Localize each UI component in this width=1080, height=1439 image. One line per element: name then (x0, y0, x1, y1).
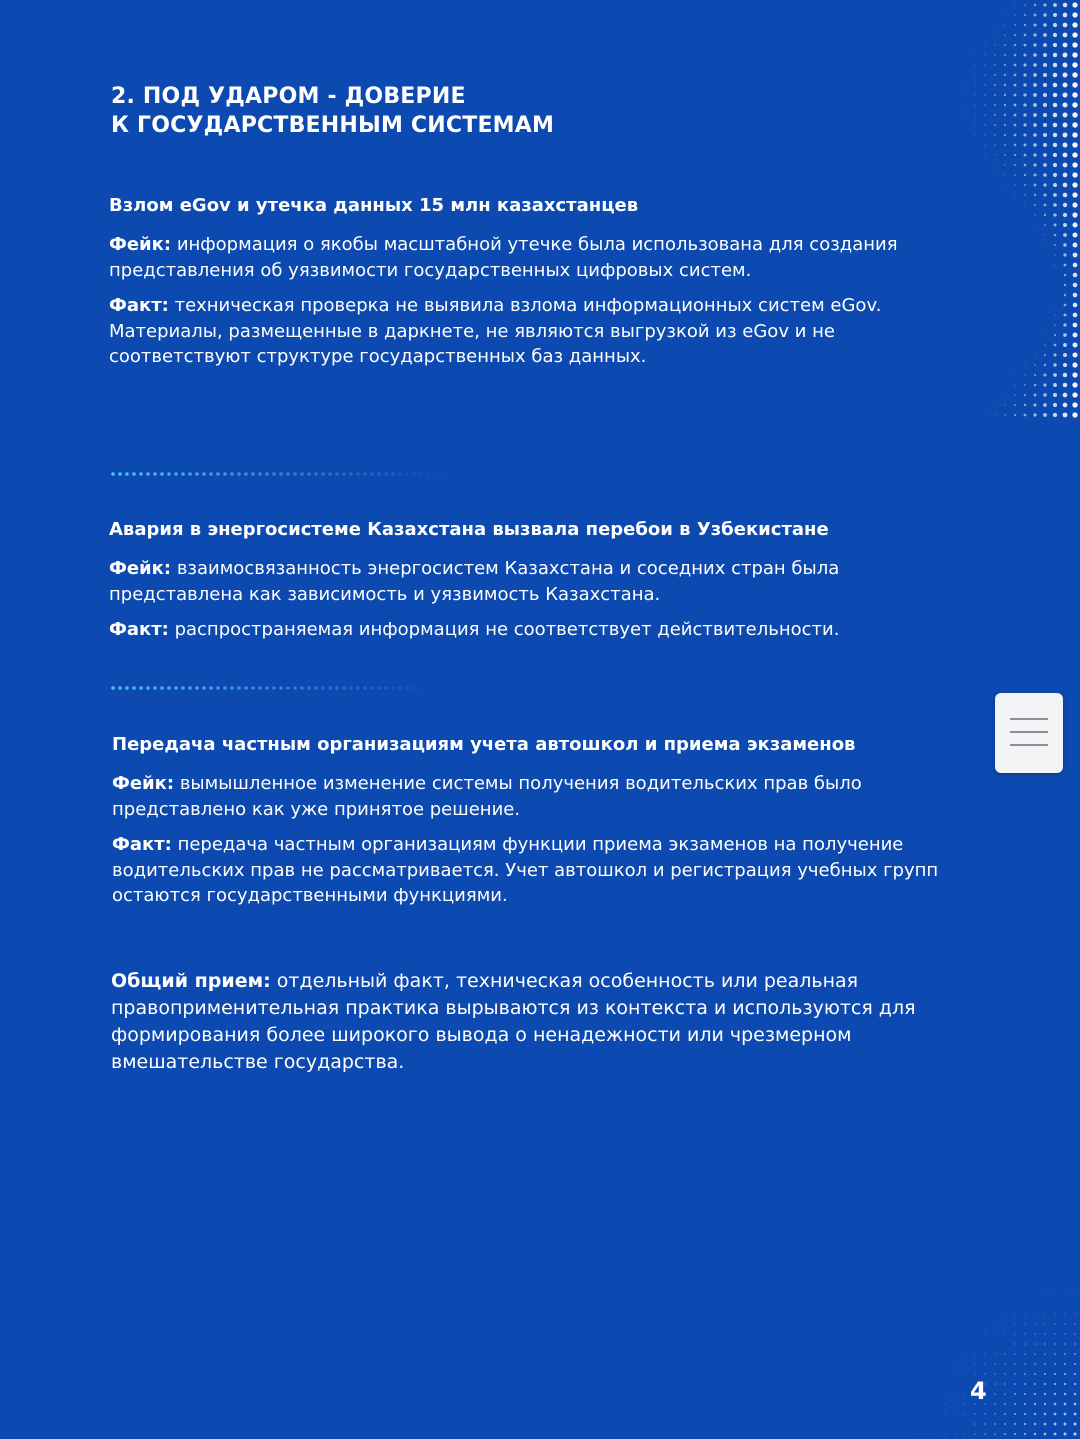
fake-text: информация о якобы масштабной утечке была использована для создания представления об уязвимости государственных цифровых систем. (109, 234, 898, 281)
fake-label: Фейк: (112, 773, 175, 794)
page-title-line-1: 2. ПОД УДАРОМ - ДОВЕРИЕ (111, 84, 466, 109)
fake-paragraph (109, 556, 949, 607)
hamburger-icon (1010, 731, 1048, 733)
fake-paragraph (112, 771, 952, 822)
summary-text: отдельный факт, техническая особенность или реальная правоприменительная практика вырываются из контекста и используются для формирования более широкого вывода о ненадежности или чрезмерном вмешательстве государства. (111, 970, 916, 1073)
fact-paragraph (109, 293, 949, 370)
page-number: 4 (970, 1377, 987, 1405)
fact-text: передача частным организациям функции приема экзаменов на получение водительских прав не рассматривается. Учет автошкол и регистрация учебных групп остаются государственными функциями. (112, 834, 939, 906)
hamburger-icon (1010, 718, 1048, 720)
section-heading: Взлом eGov и утечка данных 15 млн казахстанцев (109, 195, 639, 216)
section-driving-schools (112, 733, 952, 919)
page-title-line-2: К ГОСУДАРСТВЕННЫМ СИСТЕМАМ (111, 113, 555, 138)
hamburger-icon (1010, 744, 1048, 746)
fact-paragraph (109, 617, 949, 643)
dotted-divider (110, 471, 450, 477)
fact-label: Факт: (109, 619, 169, 640)
fake-label: Фейк: (109, 234, 172, 255)
section-egov-leak (109, 194, 949, 380)
section-energy-outage (109, 518, 949, 653)
fake-paragraph (109, 232, 949, 283)
menu-button[interactable] (995, 693, 1063, 773)
fact-text: техническая проверка не выявила взлома информационных систем eGov. Материалы, размещенные в даркнете, не являются выгрузкой из eGov и не соответствуют структуре государственных баз данных. (109, 295, 882, 367)
fake-text: вымышленное изменение системы получения водительских прав было представлено как уже принятое решение. (112, 773, 862, 820)
summary-label: Общий прием: (111, 970, 271, 992)
page-title (111, 82, 554, 140)
fake-label: Фейк: (109, 558, 172, 579)
summary-paragraph (111, 968, 931, 1076)
fact-label: Факт: (112, 834, 172, 855)
dotted-divider (110, 685, 450, 691)
fake-text: взаимосвязанность энергосистем Казахстана и соседних стран была представлена как зависимость и уязвимость Казахстана. (109, 558, 840, 605)
dot-pattern-bottom-decoration (860, 1239, 1080, 1439)
fact-label: Факт: (109, 295, 169, 316)
section-heading: Авария в энергосистеме Казахстана вызвала перебои в Узбекистане (109, 519, 829, 540)
dot-pattern-top-decoration (950, 0, 1080, 420)
fact-text: распространяемая информация не соответствует действительности. (168, 619, 840, 640)
section-heading: Передача частным организациям учета автошкол и приема экзаменов (112, 734, 856, 755)
fact-paragraph (112, 832, 952, 909)
